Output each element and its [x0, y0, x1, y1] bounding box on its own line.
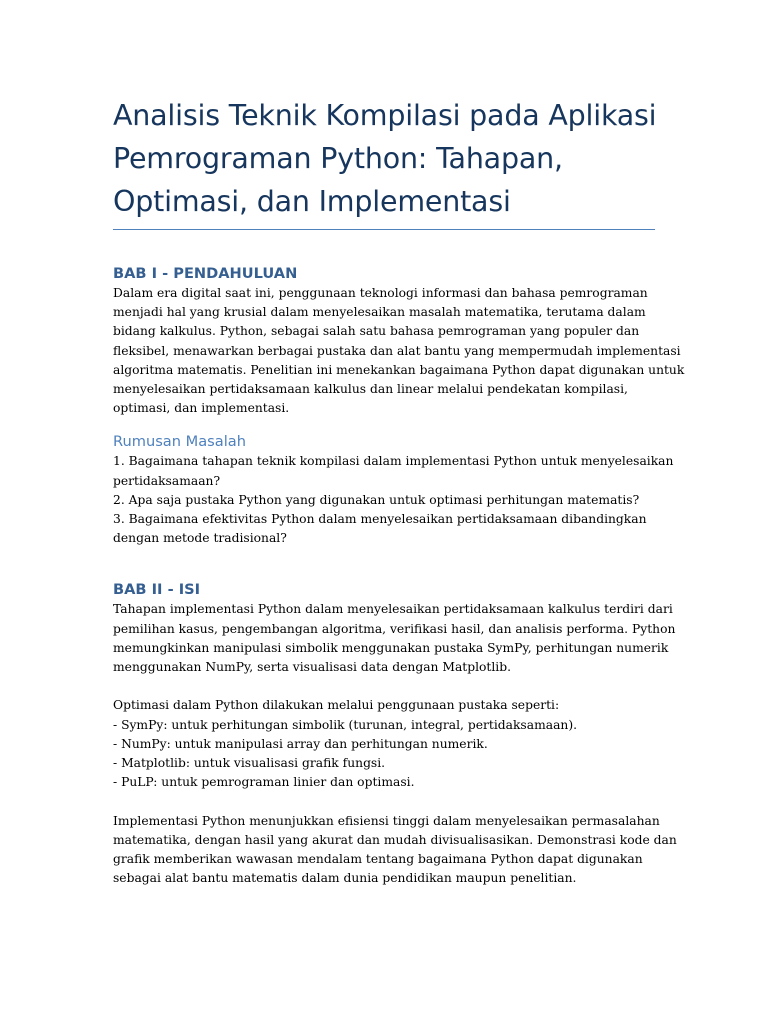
text-line: matematika, dengan hasil yang akurat dan mudah divisualisasikan. Demonstrasi kode dan — [113, 832, 677, 847]
text-line: memungkinkan manipulasi simbolik menggunakan pustaka SymPy, perhitungan numerik — [113, 640, 669, 655]
title-line: Pemrograman Python: Tahapan, — [113, 142, 563, 175]
text-line: Tahapan implementasi Python dalam menyelesaikan pertidaksamaan kalkulus terdiri dari — [113, 602, 673, 617]
title-line: Analisis Teknik Kompilasi pada Aplikasi — [113, 99, 657, 132]
list-item: dengan metode tradisional? — [113, 531, 287, 546]
document-page — [113, 94, 685, 888]
document-title — [113, 94, 655, 223]
blank-line — [113, 792, 655, 811]
text-line: optimasi, dan implementasi. — [113, 401, 290, 416]
text-line: Dalam era digital saat ini, penggunaan teknologi informasi dan bahasa pemrograman — [113, 286, 648, 300]
text-line: grafik memberikan wawasan mendalam tentang bagaimana Python dapat digunakan — [113, 852, 643, 867]
text-line: pemilihan kasus, pengembangan algoritma, verifikasi hasil, dan analisis performa. Python — [113, 621, 676, 636]
text-line: fleksibel, menawarkan berbagai pustaka dan alat bantu yang mempermudah implementasi — [113, 343, 681, 358]
list-item: 1. Bagaimana tahapan teknik kompilasi dalam implementasi Python untuk menyelesaikan — [113, 454, 674, 469]
bab1-paragraph — [113, 284, 685, 418]
list-item: - SymPy: untuk perhitungan simbolik (turunan, integral, pertidaksamaan). — [113, 717, 578, 732]
title-line: Optimasi, dan Implementasi — [113, 185, 511, 218]
bab2-paragraph-1 — [113, 600, 677, 888]
text-line: algoritma matematis. Penelitian ini menekankan bagaimana Python dapat digunakan untuk — [113, 362, 685, 377]
list-item: pertidaksamaan? — [113, 473, 221, 488]
blank-line — [113, 677, 655, 696]
text-line: menggunakan NumPy, serta visualisasi data dengan Matplotlib. — [113, 660, 512, 675]
list-item: 3. Bagaimana efektivitas Python dalam menyelesaikan pertidaksamaan dibandingkan — [113, 512, 647, 527]
list-item: - PuLP: untuk pemrograman linier dan optimasi. — [113, 775, 415, 790]
text-line: menyelesaikan pertidaksamaan kalkulus dan linear melalui pendekatan kompilasi, — [113, 382, 628, 397]
bab1-heading: BAB I - PENDAHULUAN — [113, 265, 298, 282]
list-item: 2. Apa saja pustaka Python yang digunakan untuk optimasi perhitungan matematis? — [113, 492, 640, 507]
list-item: - NumPy: untuk manipulasi array dan perhitungan numerik. — [113, 736, 488, 751]
list-item: - Matplotlib: untuk visualisasi grafik fungsi. — [113, 756, 386, 771]
bab2-heading: BAB II - ISI — [113, 581, 201, 599]
text-line: Implementasi Python menunjukkan efisiensi tinggi dalam menyelesaikan permasalahan — [113, 813, 660, 828]
rumusan-list — [113, 452, 674, 548]
title-underline — [113, 229, 655, 230]
rumusan-heading: Rumusan Masalah — [113, 433, 246, 451]
text-line: bidang kalkulus. Python, sebagai salah satu bahasa pemrograman yang populer dan — [113, 324, 640, 339]
text-line: menjadi hal yang krusial dalam menyelesaikan masalah matematika, terutama dalam — [113, 305, 646, 320]
text-line: Optimasi dalam Python dilakukan melalui penggunaan pustaka seperti: — [113, 698, 560, 713]
text-line: sebagai alat bantu matematis dalam dunia pendidikan maupun penelitian. — [113, 871, 577, 886]
